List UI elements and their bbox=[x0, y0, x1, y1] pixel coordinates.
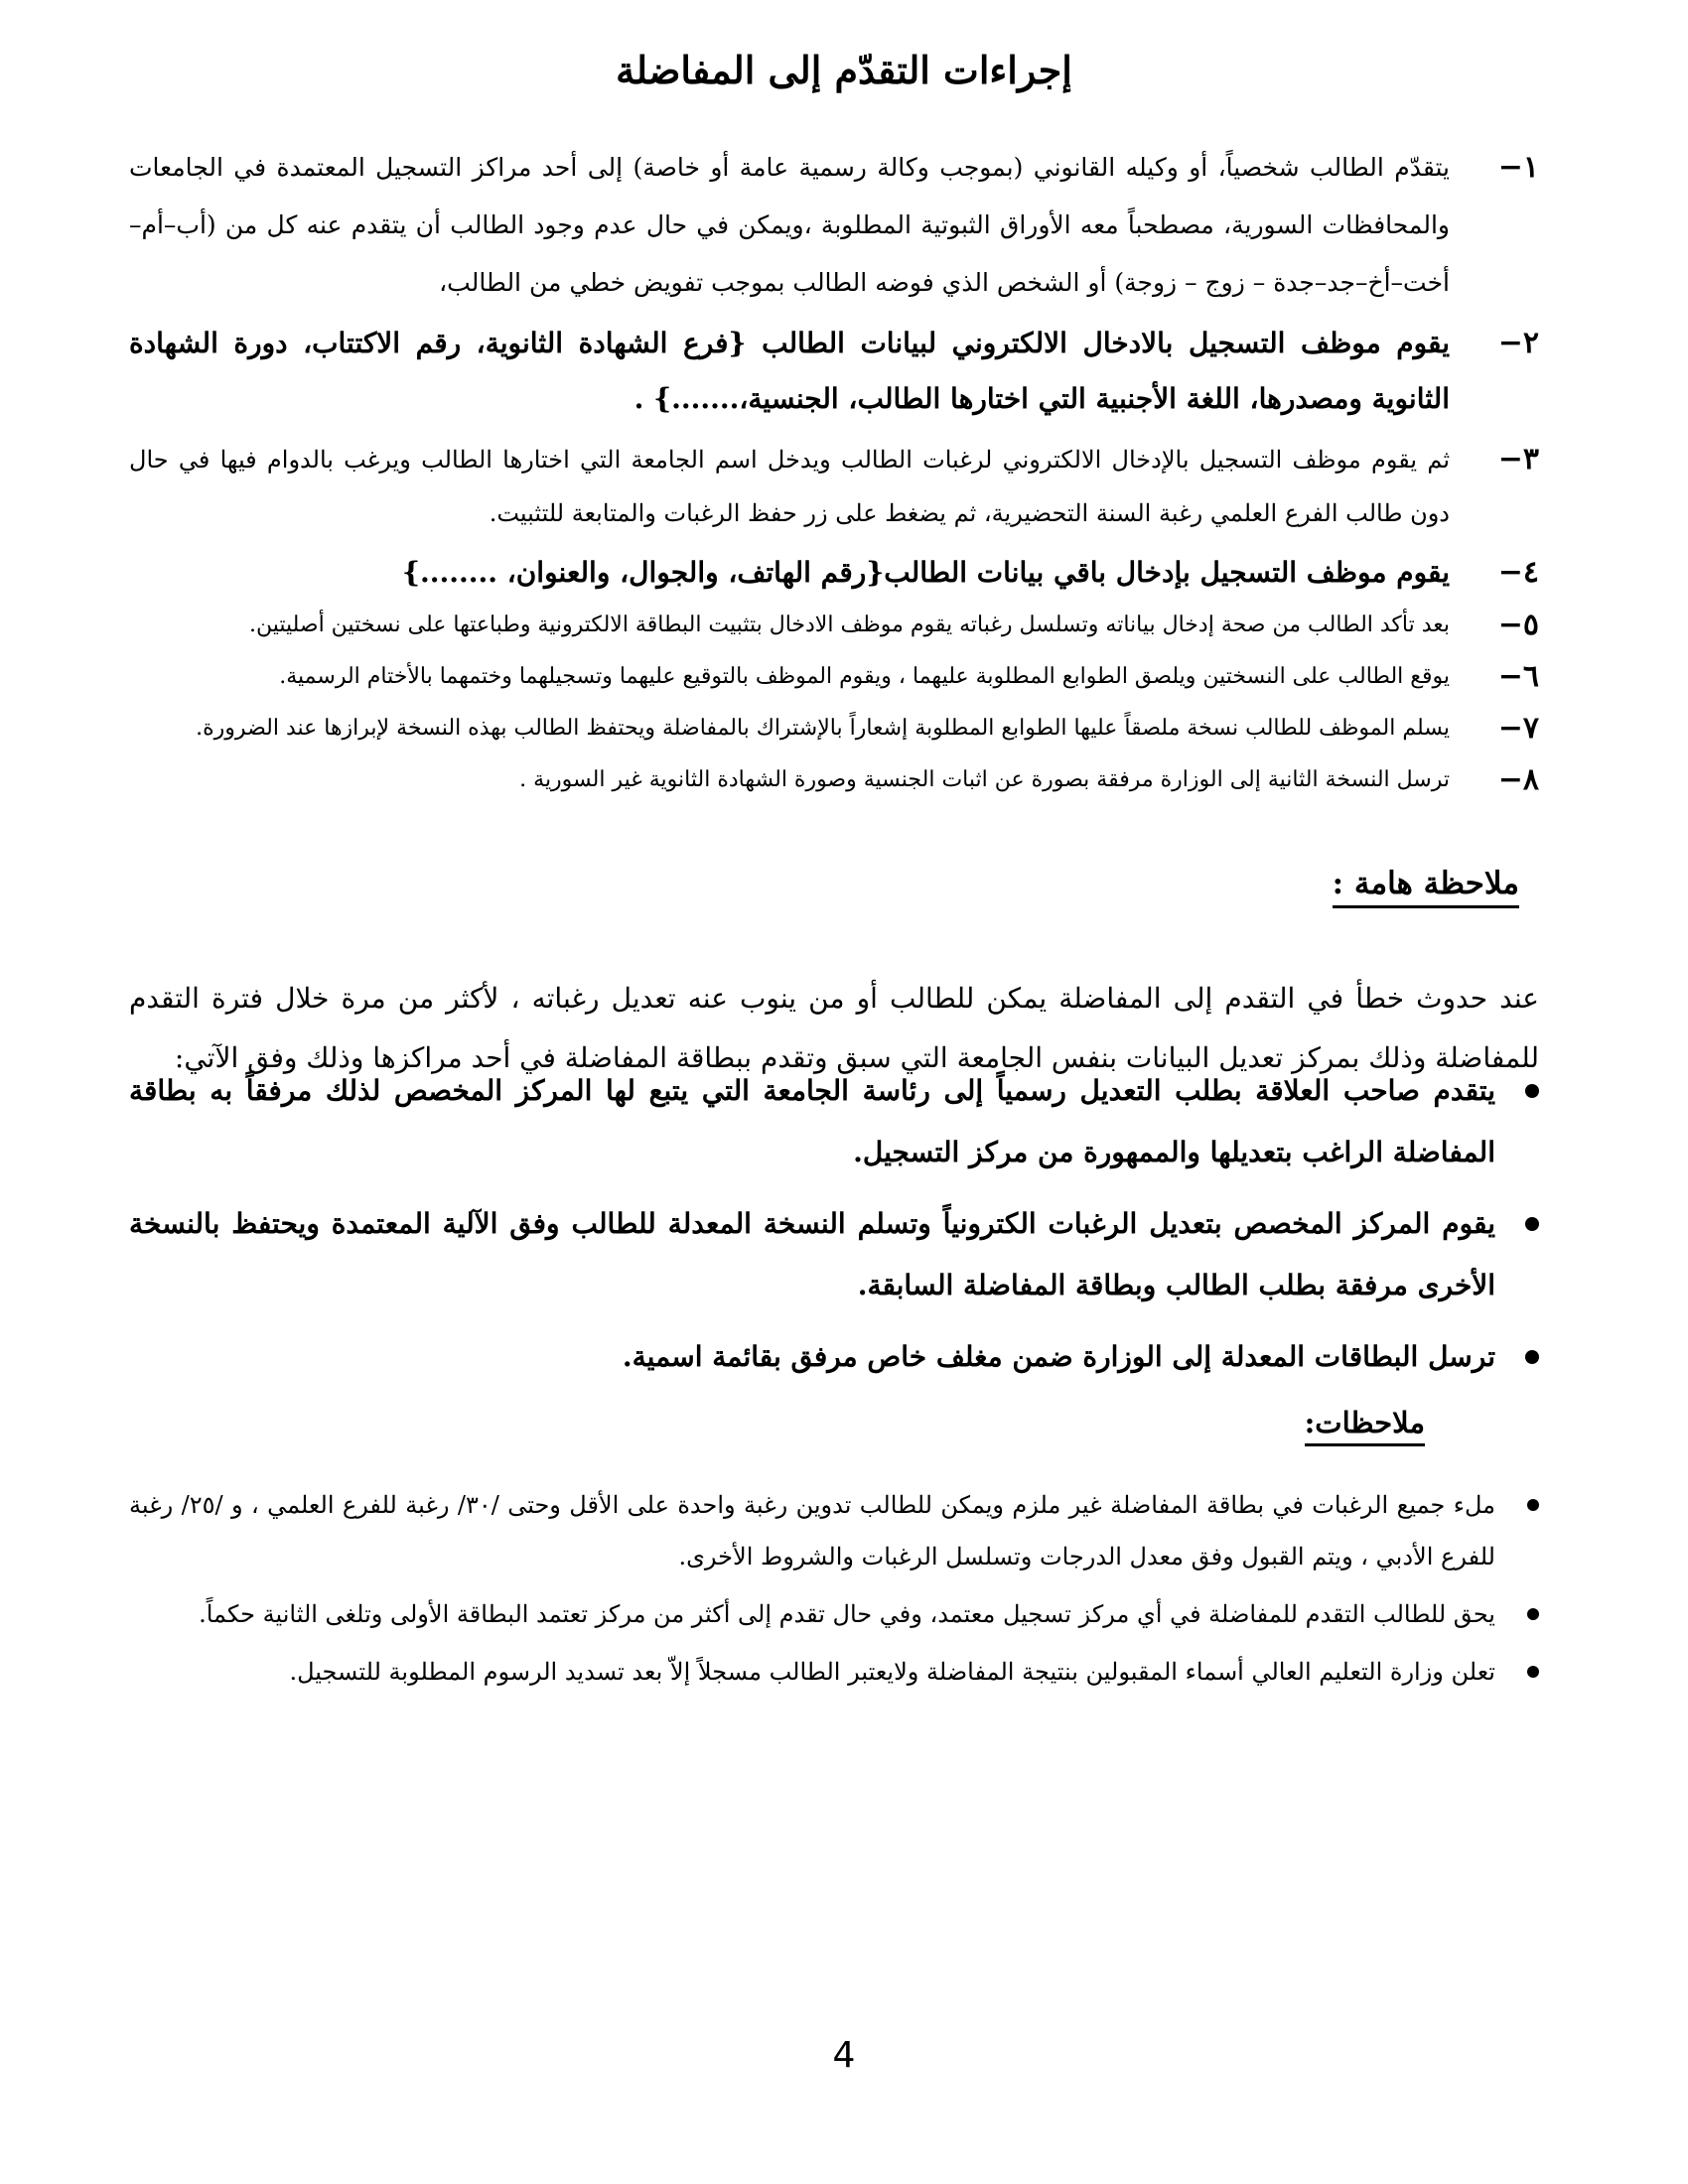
list-item bbox=[129, 1646, 1539, 1698]
page-number: 4 bbox=[832, 2035, 856, 2076]
notes-heading: ملاحظات: bbox=[1305, 1406, 1425, 1446]
list-item-text: يحق للطالب التقدم للمفاضلة في أي مركز تسجيل معتمد، وفي حال تقدم إلى أكثر من مركز تعتمد البطاقة الأولى وتلغى الثانية حكماً. bbox=[199, 1600, 1495, 1628]
list-item-text: ترسل البطاقات المعدلة إلى الوزارة ضمن مغلف خاص مرفق بقائمة اسمية. bbox=[622, 1340, 1495, 1373]
step-number: ١− bbox=[1497, 150, 1539, 185]
procedure-steps bbox=[129, 139, 1539, 804]
important-note-heading: ملاحظة هامة : bbox=[1333, 866, 1519, 908]
step-4 bbox=[129, 548, 1539, 598]
step-1 bbox=[129, 139, 1539, 312]
list-item bbox=[129, 1193, 1539, 1316]
step-number: ٢− bbox=[1497, 326, 1539, 360]
list-item-text: يتقدم صاحب العلاقة بطلب التعديل رسمياً إلى رئاسة الجامعة التي يتبع لها المركز المخصص لذلك مرفقاً به بطاقة المفاضلة الراغب بتعديلها والممهورة من مركز التسجيل. bbox=[129, 1074, 1495, 1168]
step-text: ثم يقوم موظف التسجيل بالإدخال الالكتروني لرغبات الطالب ويدخل اسم الجامعة التي اختارها الطالب ويرغب بالدوام فيها في حال دون طالب الفرع العلمي رغبة السنة التحضيرية، ثم يضغط على زر حفظ الرغبات والمتابعة للتثبيت. bbox=[129, 446, 1450, 527]
step-3 bbox=[129, 433, 1539, 540]
step-number: ٤− bbox=[1497, 555, 1539, 590]
step-2 bbox=[129, 316, 1539, 427]
bullet-icon bbox=[1525, 1350, 1539, 1364]
bullet-icon bbox=[1527, 1608, 1539, 1620]
bullet-icon bbox=[1527, 1499, 1539, 1511]
step-number: ٥− bbox=[1497, 608, 1539, 642]
step-6 bbox=[129, 653, 1539, 701]
list-item bbox=[129, 1060, 1539, 1183]
important-note-body: عند حدوث خطأ في التقدم إلى المفاضلة يمكن للطالب أو من ينوب عنه تعديل رغباته ، لأكثر من مرة خلال فترة التقدم للمفاضلة وذلك بمركز تعديل البيانات بنفس الجامعة التي سبق وتقدم ببطاقة المفاضلة في أحد مراكزها وذلك وفق الآتي: bbox=[129, 982, 1539, 1074]
step-7 bbox=[129, 705, 1539, 752]
list-item bbox=[129, 1479, 1539, 1582]
list-item-text: تعلن وزارة التعليم العالي أسماء المقبولين بنتيجة المفاضلة ولايعتبر الطالب مسجلاً إلاّ بعد تسديد الرسوم المطلوبة للتسجيل. bbox=[289, 1658, 1495, 1686]
step-number: ٧− bbox=[1497, 711, 1539, 746]
bullet-icon bbox=[1525, 1084, 1539, 1098]
bullet-icon bbox=[1527, 1666, 1539, 1678]
step-5 bbox=[129, 602, 1539, 649]
step-text: بعد تأكد الطالب من صحة إدخال بياناته وتسلسل رغباته يقوم موظف الادخال بتثبيت البطاقة الالكترونية وطباعتها على نسختين أصليتين. bbox=[248, 613, 1450, 637]
step-text: يقوم موظف التسجيل بالادخال الالكتروني لبيانات الطالب {فرع الشهادة الثانوية، رقم الاكتتاب، دورة الشهادة الثانوية ومصدرها، اللغة الأجنبية التي اختارها الطالب، الجنسية،.......} . bbox=[129, 327, 1450, 415]
step-text: يتقدّم الطالب شخصياً، أو وكيله القانوني (بموجب وكالة رسمية عامة أو خاصة) إلى أحد مراكز التسجيل المعتمدة في الجامعات والمحافظات السورية، مصطحباً معه الأوراق الثبوتية المطلوبة ،ويمكن في حال عدم وجود الطالب أن يتقدم عنه كل من (أب–أم–أخت–أخ–جد–جدة – زوج – زوجة) أو الشخص الذي فوضه الطالب بموجب تفويض خطي من الطالب، bbox=[129, 153, 1450, 297]
step-8 bbox=[129, 756, 1539, 804]
list-item-text: يقوم المركز المخصص بتعديل الرغبات الكترونياً وتسلم النسخة المعدلة للطالب وفق الآلية المعتمدة ويحتفظ بالنسخة الأخرى مرفقة بطلب الطالب وبطاقة المفاضلة السابقة. bbox=[129, 1207, 1495, 1301]
step-number: ٨− bbox=[1497, 762, 1539, 797]
step-text: يوقع الطالب على النسختين ويلصق الطوابع المطلوبة عليهما ، ويقوم الموظف بالتوقيع عليهما وتسجيلهما وختمهما بالأختام الرسمية. bbox=[279, 664, 1450, 689]
step-text: يقوم موظف التسجيل بإدخال باقي بيانات الطالب{رقم الهاتف، والجوال، والعنوان، ........} bbox=[401, 556, 1450, 589]
important-note-list bbox=[129, 1060, 1539, 1398]
step-number: ٦− bbox=[1497, 659, 1539, 694]
list-item bbox=[129, 1326, 1539, 1388]
step-text: ترسل النسخة الثانية إلى الوزارة مرفقة بصورة عن اثبات الجنسية وصورة الشهادة الثانوية غير السورية . bbox=[519, 767, 1450, 792]
list-item-text: ملء جميع الرغبات في بطاقة المفاضلة غير ملزم ويمكن للطالب تدوين رغبة واحدة على الأقل وحتى /٣٠/ رغبة للفرع العلمي ، و /٢٥/ رغبة للفرع الأدبي ، ويتم القبول وفق معدل الدرجات وتسلسل الرغبات والشروط الأخرى. bbox=[129, 1491, 1496, 1570]
page-title: إجراءات التقدّم إلى المفاضلة bbox=[616, 48, 1072, 92]
step-number: ٣− bbox=[1497, 442, 1539, 477]
notes-list bbox=[129, 1479, 1539, 1704]
list-item bbox=[129, 1588, 1539, 1640]
step-text: يسلم الموظف للطالب نسخة ملصقاً عليها الطوابع المطلوبة إشعاراً بالإشتراك بالمفاضلة ويحتفظ الطالب بهذه النسخة لإبرازها عند الضرورة. bbox=[196, 716, 1450, 741]
bullet-icon bbox=[1525, 1217, 1539, 1231]
